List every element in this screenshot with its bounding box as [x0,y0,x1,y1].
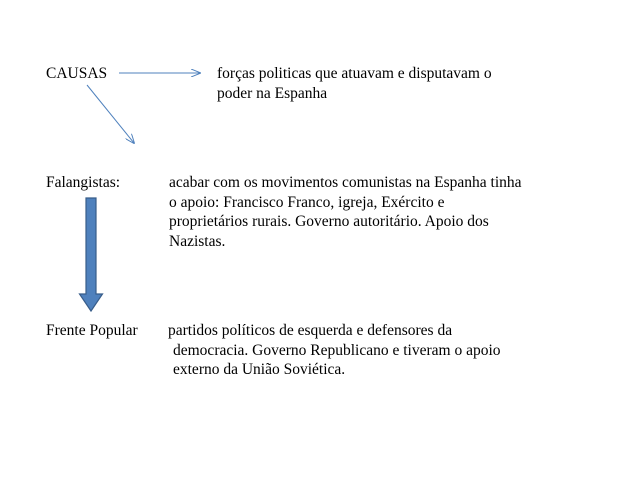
falangistas-description-line: Nazistas. [169,232,226,250]
causas-description-line: forças politicas que atuavam e disputavam o [217,65,492,82]
falangistas-description-line: acabar com os movimentos comunistas na Espanha tinha [169,174,522,191]
falangistas-description-line: proprietários rurais. Governo autoritário. Apoio dos [169,213,489,230]
frente-popular-description-first-line: partidos políticos de esquerda e defensores da [168,322,453,339]
frente-popular-description-line: democracia. Governo Republicano e tiveram o apoio [173,341,501,359]
causas-description-line: poder na Espanha [217,84,328,102]
causas-description [217,64,492,103]
falangistas-description [169,173,522,251]
causas-label: CAUSAS [46,65,108,82]
down-block-arrow-icon [80,198,103,311]
frente-popular-description [173,341,501,380]
frente-popular-label: Frente Popular [46,322,138,339]
diagonal-arrow-icon [87,85,134,143]
frente-popular-description-line: externo da União Soviética. [173,361,346,378]
falangistas-description-line: o apoio: Francisco Franco, igreja, Exército e [169,193,445,211]
falangistas-label: Falangistas: [46,174,121,191]
